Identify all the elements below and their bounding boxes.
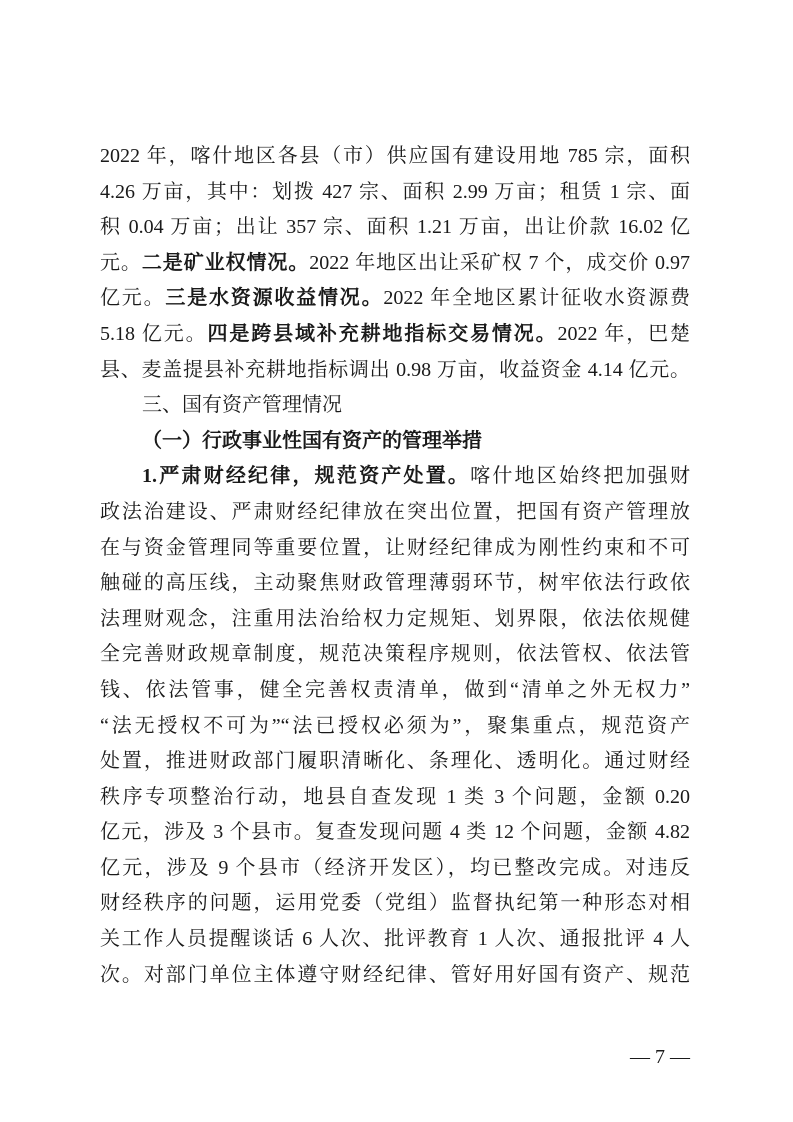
page-number: — 7 — — [630, 1046, 690, 1068]
body-line: 法理财观念，注重用法治给权力定规矩、划界限，依法依规健 — [100, 607, 690, 630]
bold-lead-phrase: 三是水资源收益情况。 — [165, 287, 384, 310]
body-line: 触碰的高压线，主动聚焦财政管理薄弱环节，树牢依法行政依 — [100, 572, 690, 595]
paragraph-financial-discipline — [100, 459, 690, 993]
line-text: 元。 — [100, 251, 142, 274]
body-line: 亿元，涉及 3 个县市。复查发现问题 4 类 12 个问题，金额 4.82 — [100, 821, 690, 844]
body-line: 积 0.04 万亩；出让 357 宗、面积 1.21 万亩，出让价款 16.02 亿 — [100, 216, 690, 239]
document-body — [100, 139, 690, 993]
line-text: 2022 年全地区累计征收水资源费 — [383, 287, 691, 310]
body-line: 全完善财政规章制度，规范决策程序规则，依法管权、依法管 — [100, 643, 690, 666]
body-line: 秩序专项整治行动，地县自查发现 1 类 3 个问题，金额 0.20 — [100, 785, 690, 808]
body-line: 财经秩序的问题，运用党委（党组）监督执纪第一种形态对相 — [100, 892, 690, 915]
body-line — [100, 281, 690, 317]
line-text: 喀什地区始终把加强财 — [470, 465, 690, 488]
body-line: 政法治建设、严肃财经纪律放在突出位置，把国有资产管理放 — [100, 500, 690, 523]
body-line: 县、麦盖提县补充耕地指标调出 0.98 万亩，收益资金 4.14 亿元。 — [100, 358, 690, 381]
line-text: 5.18 亿元。 — [100, 322, 208, 345]
body-line — [100, 246, 690, 282]
section-heading: 三、国有资产管理情况 — [142, 394, 342, 417]
line-text: 亿元。 — [100, 287, 166, 310]
body-line: 处置，推进财政部门履职清晰化、条理化、透明化。通过财经 — [100, 750, 690, 773]
body-line: 在与资金管理同等重要位置，让财经纪律成为刚性约束和不可 — [100, 536, 690, 559]
body-line: 关工作人员提醒谈话 6 人次、批评教育 1 人次、通报批评 4 人 — [100, 928, 690, 951]
bold-lead-phrase: 二是矿业权情况。 — [141, 251, 310, 274]
body-line: 亿元，涉及 9 个县市（经济开发区），均已整改完成。对违反 — [100, 856, 690, 879]
body-line — [100, 459, 690, 495]
bold-lead-phrase: 四是跨县域补充耕地指标交易情况。 — [207, 322, 558, 345]
paragraph-land-supply — [100, 139, 690, 388]
body-line: 次。对部门单位主体遵守财经纪律、管好用好国有资产、规范 — [100, 963, 690, 986]
bold-lead-phrase: 1.严肃财经纪律，规范资产处置。 — [142, 465, 471, 488]
subsection-heading: （一）行政事业性国有资产的管理举措 — [142, 429, 482, 452]
body-line — [100, 317, 690, 353]
line-text: 2022 年，巴楚 — [557, 322, 690, 345]
line-text: 2022 年地区出让采矿权 7 个，成交价 0.97 — [309, 251, 691, 274]
body-line: “法无授权不可为”“法已授权必须为”，聚集重点，规范资产 — [100, 714, 690, 737]
body-line: 2022 年，喀什地区各县（市）供应国有建设用地 785 宗，面积 — [100, 145, 690, 167]
body-line: 4.26 万亩，其中：划拨 427 宗、面积 2.99 万亩；租赁 1 宗、面 — [100, 180, 690, 203]
body-line: 钱、依法管事，健全完善权责清单，做到“清单之外无权力” — [100, 678, 690, 701]
